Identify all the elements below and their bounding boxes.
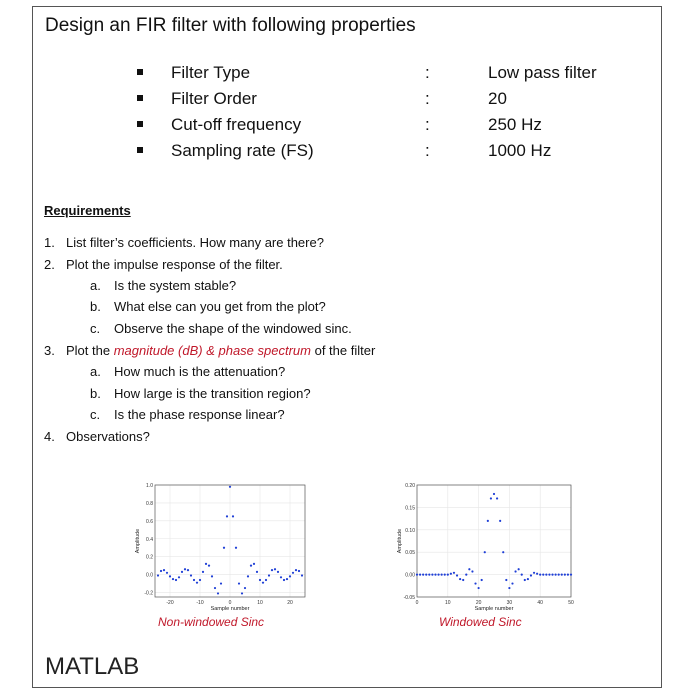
data-point <box>521 574 523 576</box>
data-point <box>220 582 222 584</box>
x-tick-label: -10 <box>196 600 204 606</box>
sub-requirement-item <box>90 321 352 336</box>
x-tick-label: 20 <box>475 600 482 606</box>
data-point <box>514 570 516 572</box>
requirement-text: Is the phase response linear? <box>114 407 285 422</box>
data-point <box>265 579 267 581</box>
data-point <box>545 574 547 576</box>
data-point <box>163 569 165 571</box>
data-point <box>277 571 279 573</box>
data-point <box>496 497 498 499</box>
data-point <box>241 592 243 594</box>
data-point <box>214 587 216 589</box>
data-point <box>419 574 421 576</box>
property-row <box>33 89 661 115</box>
data-point <box>157 574 159 576</box>
property-row <box>33 115 661 141</box>
data-point <box>280 576 282 578</box>
data-point <box>478 587 480 589</box>
x-tick-label: 20 <box>287 600 293 606</box>
x-tick-label: 50 <box>568 600 574 606</box>
property-separator: : <box>425 63 430 82</box>
y-axis-label: Amplitude <box>135 528 141 554</box>
data-point <box>502 551 504 553</box>
data-point <box>425 574 427 576</box>
property-name: Cut-off frequency <box>171 115 302 134</box>
data-point <box>539 574 541 576</box>
data-point <box>178 576 180 578</box>
data-point <box>441 574 443 576</box>
data-point <box>283 579 285 581</box>
data-point <box>530 574 532 576</box>
list-letter: a. <box>90 278 101 293</box>
list-letter: c. <box>90 407 101 422</box>
requirement-item <box>44 429 150 444</box>
data-point <box>217 592 219 594</box>
x-tick-label: 30 <box>506 600 513 606</box>
list-number: 2. <box>44 257 55 272</box>
requirement-text: How large is the transition region? <box>114 386 311 401</box>
data-point <box>271 569 273 571</box>
y-tick-label: 0.6 <box>146 518 153 525</box>
requirements-heading: Requirements <box>44 203 131 218</box>
data-point <box>447 574 449 576</box>
data-point <box>474 582 476 584</box>
data-point <box>223 547 225 549</box>
data-point <box>484 551 486 553</box>
data-point <box>508 587 510 589</box>
y-tick-label: 0.4 <box>146 536 153 543</box>
data-point <box>428 574 430 576</box>
impulse-response-chart <box>373 475 583 611</box>
list-number: 3. <box>44 343 55 358</box>
data-point <box>542 574 544 576</box>
y-tick-label: 0.05 <box>405 550 415 557</box>
sub-requirement-item <box>90 299 326 314</box>
x-tick-label: 10 <box>257 600 263 606</box>
data-point <box>196 582 198 584</box>
x-axis-label: Sample number <box>210 606 250 611</box>
list-letter: b. <box>90 386 101 401</box>
data-point <box>205 563 207 565</box>
bullet-square-icon <box>137 95 143 101</box>
plot-windowed-sinc <box>373 475 583 616</box>
bullet-square-icon <box>137 121 143 127</box>
bullet-square-icon <box>137 147 143 153</box>
x-axis-label: Sample number <box>474 606 514 611</box>
caption-windowed: Windowed Sinc <box>439 615 522 629</box>
data-point <box>527 578 529 580</box>
data-point <box>229 486 231 488</box>
data-point <box>295 569 297 571</box>
x-tick-label: 0 <box>228 600 232 606</box>
data-point <box>289 575 291 577</box>
data-point <box>187 569 189 571</box>
data-point <box>259 579 261 581</box>
list-letter: a. <box>90 364 101 379</box>
x-tick-label: 10 <box>445 600 451 606</box>
y-tick-label: 1.0 <box>146 483 153 489</box>
list-letter: b. <box>90 299 101 314</box>
data-point <box>490 497 492 499</box>
property-value: Low pass filter <box>488 63 597 82</box>
y-tick-label: 0.15 <box>405 505 415 512</box>
caption-non-windowed: Non-windowed Sinc <box>158 615 265 629</box>
property-name: Filter Type <box>171 63 251 82</box>
requirement-item <box>44 257 283 272</box>
y-tick-label: -0.05 <box>403 595 415 601</box>
y-axis-label: Amplitude <box>397 528 403 554</box>
data-point <box>422 574 424 576</box>
data-point <box>518 568 520 570</box>
data-point <box>166 572 168 574</box>
data-point <box>160 570 162 572</box>
y-tick-label: -0.2 <box>144 590 153 597</box>
data-point <box>487 520 489 522</box>
sub-requirement-item <box>90 278 236 293</box>
data-point <box>456 574 458 576</box>
data-point <box>199 579 201 581</box>
property-value: 250 Hz <box>488 115 542 134</box>
data-point <box>256 571 258 573</box>
data-point <box>450 573 452 575</box>
y-tick-label: 0.2 <box>146 554 153 561</box>
property-value: 1000 Hz <box>488 141 552 160</box>
data-point <box>536 573 538 575</box>
plot-frame <box>417 485 571 597</box>
data-point <box>462 579 464 581</box>
requirement-text: What else can you get from the plot? <box>114 299 326 314</box>
data-point <box>238 582 240 584</box>
footer-label: MATLAB <box>45 653 140 680</box>
data-point <box>558 574 560 576</box>
data-point <box>202 571 204 573</box>
requirement-text: Plot the impulse response of the filter. <box>66 257 283 272</box>
data-point <box>434 574 436 576</box>
data-point <box>247 575 249 577</box>
y-tick-label: 0.00 <box>405 572 415 579</box>
requirement-item <box>44 235 324 250</box>
data-point <box>570 574 572 576</box>
data-point <box>465 574 467 576</box>
x-tick-label: 0 <box>415 600 419 606</box>
list-number: 1. <box>44 235 55 250</box>
y-tick-label: 0.10 <box>405 527 415 534</box>
data-point <box>471 570 473 572</box>
data-point <box>431 574 433 576</box>
data-point <box>551 574 553 576</box>
y-tick-label: 0.20 <box>405 483 415 489</box>
data-point <box>459 578 461 580</box>
data-point <box>172 578 174 580</box>
data-point <box>250 565 252 567</box>
data-point <box>268 574 270 576</box>
property-row <box>33 141 661 167</box>
data-point <box>190 574 192 576</box>
data-point <box>226 515 228 517</box>
data-point <box>211 575 213 577</box>
requirement-text: Observe the shape of the windowed sinc. <box>114 321 352 336</box>
x-tick-label: 40 <box>537 600 543 606</box>
data-point <box>548 574 550 576</box>
data-point <box>262 582 264 584</box>
data-point <box>468 568 470 570</box>
requirement-text: Observations? <box>66 429 150 444</box>
requirement-text: Is the system stable? <box>114 278 237 293</box>
data-point <box>274 568 276 570</box>
data-point <box>181 571 183 573</box>
page-title: Design an FIR filter with following properties <box>45 15 416 36</box>
plot-non-windowed-sinc <box>113 475 313 616</box>
list-letter: c. <box>90 321 101 336</box>
requirement-text: How much is the attenuation? <box>114 364 286 379</box>
data-point <box>567 574 569 576</box>
data-point <box>444 574 446 576</box>
data-point <box>208 565 210 567</box>
data-point <box>301 574 303 576</box>
data-point <box>505 579 507 581</box>
data-point <box>524 579 526 581</box>
bullet-square-icon <box>137 69 143 75</box>
data-point <box>184 568 186 570</box>
impulse-response-chart <box>113 475 313 611</box>
data-point <box>292 572 294 574</box>
data-point <box>232 515 234 517</box>
data-point <box>564 574 566 576</box>
data-point <box>235 547 237 549</box>
data-point <box>481 579 483 581</box>
property-separator: : <box>425 115 430 134</box>
data-point <box>561 574 563 576</box>
requirement-text: Plot the <box>66 343 114 358</box>
property-name: Filter Order <box>171 89 257 108</box>
requirement-text: List filter’s coefficients. How many are there? <box>66 235 324 250</box>
sub-requirement-item <box>90 364 285 379</box>
x-tick-label: -20 <box>166 600 174 606</box>
data-point <box>169 575 171 577</box>
data-point <box>253 563 255 565</box>
data-point <box>453 572 455 574</box>
data-point <box>175 579 177 581</box>
property-separator: : <box>425 89 430 108</box>
property-row <box>33 63 661 89</box>
data-point <box>533 572 535 574</box>
property-separator: : <box>425 141 430 160</box>
data-point <box>493 493 495 495</box>
data-point <box>555 574 557 576</box>
assignment-sheet <box>32 6 662 688</box>
data-point <box>193 579 195 581</box>
list-number: 4. <box>44 429 55 444</box>
y-tick-label: 0.8 <box>146 500 153 507</box>
requirement-highlight: magnitude (dB) & phase spectrum <box>113 343 311 358</box>
sub-requirement-item <box>90 407 285 422</box>
requirement-item <box>44 343 375 358</box>
data-point <box>416 574 418 576</box>
requirement-text: of the filter <box>310 343 376 358</box>
data-point <box>298 570 300 572</box>
property-name: Sampling rate (FS) <box>171 141 314 160</box>
data-point <box>437 574 439 576</box>
y-tick-label: 0.0 <box>146 572 153 579</box>
data-point <box>244 587 246 589</box>
sub-requirement-item <box>90 386 311 401</box>
property-value: 20 <box>488 89 507 108</box>
data-point <box>499 520 501 522</box>
data-point <box>286 578 288 580</box>
data-point <box>511 582 513 584</box>
